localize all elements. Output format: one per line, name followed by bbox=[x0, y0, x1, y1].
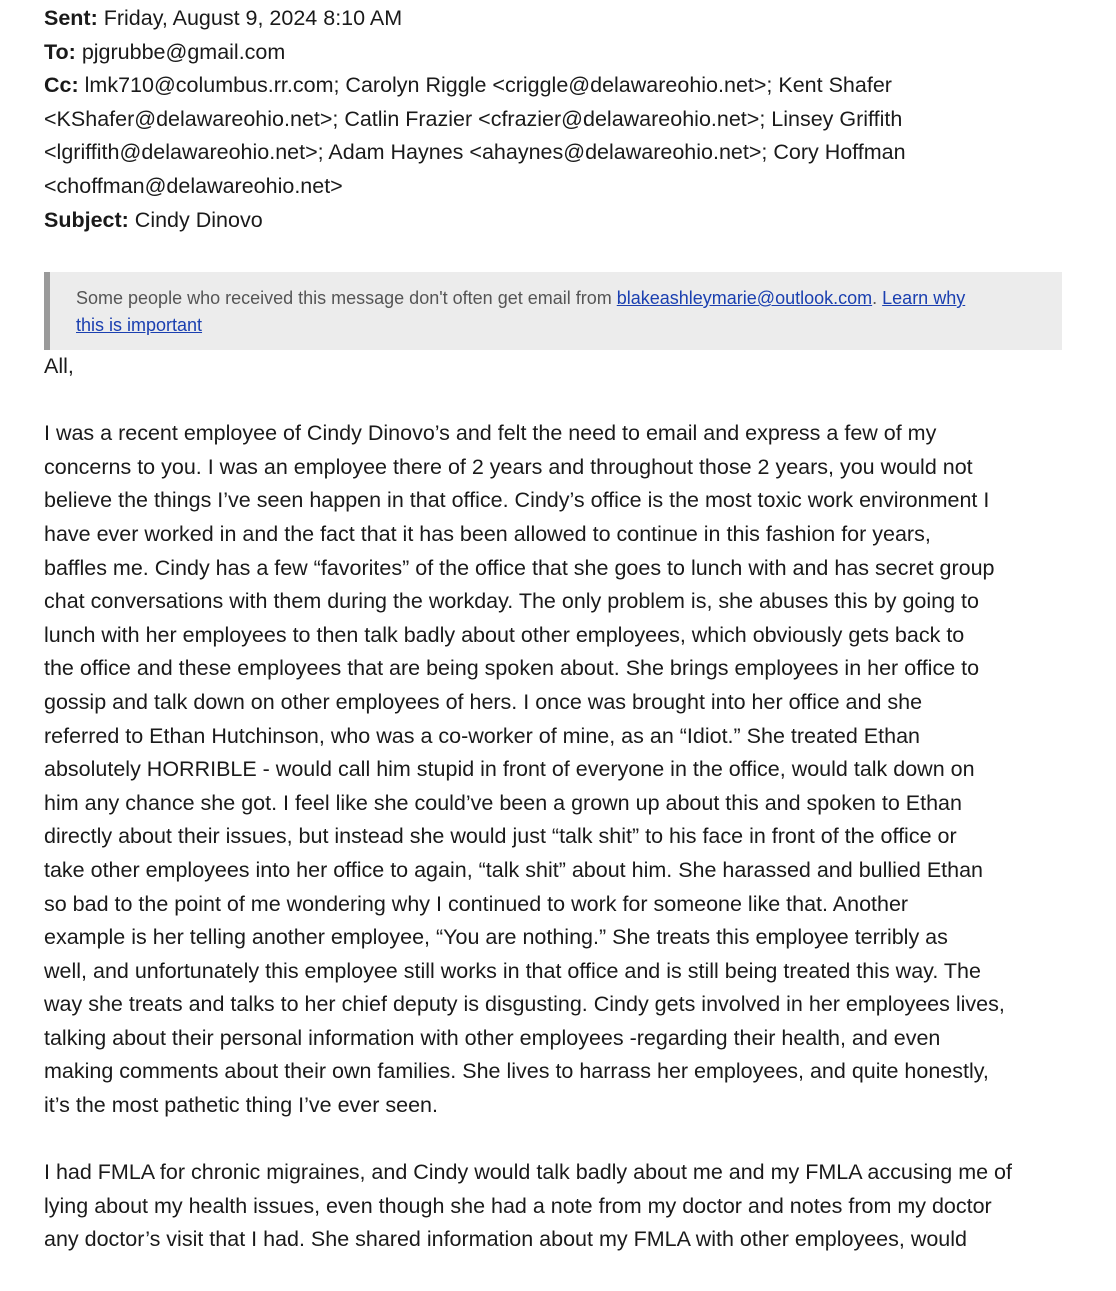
body-text-line: concerns to you. I was an employee there of 2 years and throughout those 2 years, you would not bbox=[44, 454, 973, 479]
body-paragraph-2 bbox=[44, 1156, 1074, 1257]
to-label: To: bbox=[44, 39, 76, 64]
subject-value: Cindy Dinovo bbox=[128, 207, 263, 232]
body-text-line: lunch with her employees to then talk badly about other employees, which obviously gets back to bbox=[44, 622, 965, 647]
external-sender-notice bbox=[44, 272, 1062, 350]
cc-line-4: <choffman@delawareohio.net> bbox=[44, 173, 343, 198]
body-text-line: the office and these employees that are being spoken about. She brings employees in her office to bbox=[44, 656, 980, 681]
body-text-line: it’s the most pathetic thing I’ve ever seen. bbox=[44, 1093, 438, 1118]
cc-line bbox=[44, 69, 1074, 103]
email-body bbox=[44, 350, 1074, 1291]
cc-label: Cc: bbox=[44, 73, 79, 98]
body-text-line: any doctor’s visit that I had. She shared information about my FMLA with other employees, would bbox=[44, 1227, 967, 1252]
body-paragraph-1 bbox=[44, 417, 1074, 1122]
cc-line-2: <KShafer@delawareohio.net>; Catlin Frazier <cfrazier@delawareohio.net>; Linsey Griffith bbox=[44, 106, 903, 131]
body-text-line: absolutely HORRIBLE - would call him stupid in front of everyone in the office, would talk down on bbox=[44, 757, 975, 782]
learn-why-link[interactable]: Learn why bbox=[882, 288, 966, 308]
subject-label: Subject: bbox=[44, 207, 129, 232]
sent-line bbox=[44, 2, 1074, 36]
body-text-line: chat conversations with them during the workday. The only problem is, she abuses this by going to bbox=[44, 589, 979, 614]
body-text-line: I was a recent employee of Cindy Dinovo’s and felt the need to email and express a few of my bbox=[44, 421, 937, 446]
body-text-line: well, and unfortunately this employee still works in that office and is still being treated this way. The bbox=[44, 958, 981, 983]
notice-text: Some people who received this message don't often get email from bbox=[76, 288, 617, 308]
body-text-line: take other employees into her office to again, “talk shit” about him. She harassed and bullied Ethan bbox=[44, 857, 984, 882]
to-value: pjgrubbe@gmail.com bbox=[75, 39, 286, 64]
body-text-line: baffles me. Cindy has a few “favorites” of the office that she goes to lunch with and has secret group bbox=[44, 555, 995, 580]
sent-value: Friday, August 9, 2024 8:10 AM bbox=[97, 6, 403, 30]
body-text-line: believe the things I’ve seen happen in that office. Cindy’s office is the most toxic work environment I bbox=[44, 488, 990, 513]
notice-separator: . bbox=[872, 288, 883, 308]
sent-label: Sent: bbox=[44, 6, 98, 30]
sender-email-link[interactable]: blakeashleymarie@outlook.com bbox=[616, 288, 873, 308]
greeting: All, bbox=[44, 354, 74, 378]
body-text-line: referred to Ethan Hutchinson, who was a co-worker of mine, as an “Idiot.” She treated Ethan bbox=[44, 723, 920, 748]
email-header bbox=[44, 0, 1074, 237]
email-printout bbox=[44, 0, 1074, 1252]
body-text-line: so bad to the point of me wondering why I continued to work for someone like that. Another bbox=[44, 891, 909, 916]
body-text-line: gossip and talk down on other employees of hers. I once was brought into her office and she bbox=[44, 689, 923, 714]
body-text-line: example is her telling another employee, “You are nothing.” She treats this employee terribly as bbox=[44, 925, 948, 950]
learn-why-link-continued[interactable]: this is important bbox=[76, 315, 203, 335]
body-text-line: him any chance she got. I feel like she could’ve been a grown up about this and spoken to Ethan bbox=[44, 790, 962, 815]
body-text-line: way she treats and talks to her chief deputy is disgusting. Cindy gets involved in her employees lives, bbox=[44, 992, 1005, 1017]
subject-line bbox=[44, 204, 1074, 238]
to-line bbox=[44, 36, 1074, 70]
body-text-line: directly about their issues, but instead she would just “talk shit” to his face in front of the office or bbox=[44, 824, 957, 849]
cc-value-line-1: lmk710@columbus.rr.com; Carolyn Riggle <criggle@delawareohio.net>; Kent Shafer bbox=[78, 73, 892, 98]
body-text-line: have ever worked in and the fact that it has been allowed to continue in this fashion for years, bbox=[44, 521, 931, 546]
body-text-line: talking about their personal information with other employees -regarding their health, and even bbox=[44, 1025, 941, 1050]
body-text-line: making comments about their own families. She lives to harrass her employees, and quite honestly, bbox=[44, 1059, 989, 1084]
body-text-line: I had FMLA for chronic migraines, and Cindy would talk badly about me and my FMLA accusing me of bbox=[44, 1160, 1012, 1185]
body-text-line: lying about my health issues, even though she had a note from my doctor and notes from my doctor bbox=[44, 1193, 992, 1218]
cc-line-3: <lgriffith@delawareohio.net>; Adam Haynes <ahaynes@delawareohio.net>; Cory Hoffman bbox=[44, 140, 906, 165]
